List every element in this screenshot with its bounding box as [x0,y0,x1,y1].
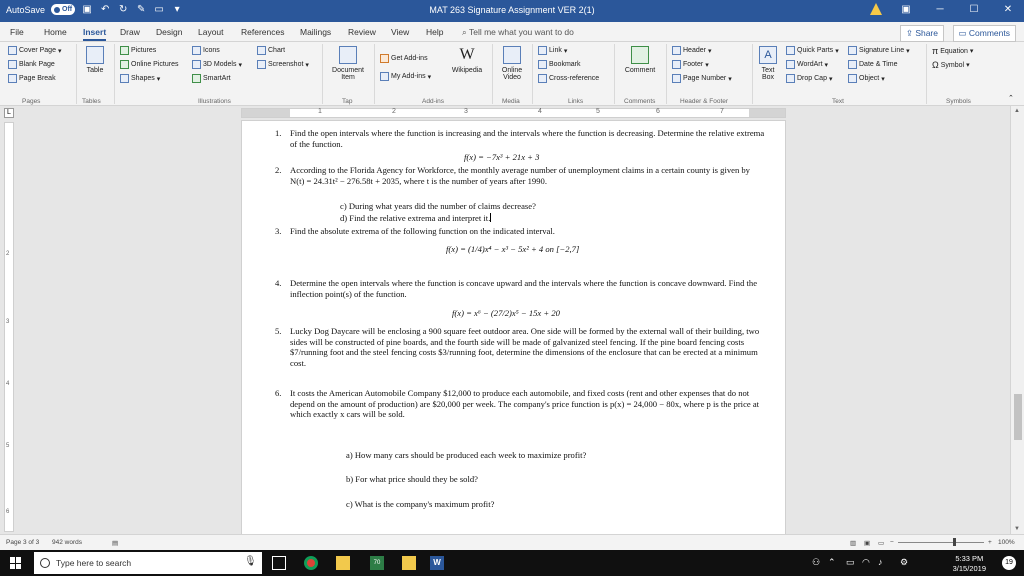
word-count[interactable]: 942 words [52,539,82,546]
format-painter-icon[interactable]: ✎ [136,4,146,15]
vruler-number: 2 [6,251,10,257]
scroll-up-icon[interactable]: ▲ [1014,108,1020,114]
tap-group-label: Tap [342,98,353,105]
group-separator [926,44,927,104]
quick-parts-button[interactable]: Quick Parts ▾ [786,46,839,55]
question-number: 1. [275,128,282,138]
group-separator [532,44,533,104]
ruler-number: 7 [720,108,724,115]
weather-icon[interactable] [370,556,384,570]
quick-parts-label: Quick Parts [797,47,834,54]
zoom-level[interactable]: 100% [998,539,1015,546]
smartart-label: SmartArt [203,75,231,82]
word-taskbar-icon[interactable]: W [430,556,444,570]
screenshot-icon [257,60,266,69]
date-time-button[interactable] [848,60,898,69]
scroll-thumb[interactable] [1014,394,1022,440]
maximize-button[interactable]: ☐ [969,3,979,15]
redo-icon[interactable]: ↻ [118,4,128,15]
close-button[interactable]: ✕ [1003,3,1013,15]
tell-me-search[interactable]: ⌕ Tell me what you want to do [462,27,574,37]
status-bar [0,534,1024,550]
tab-draw[interactable]: Draw [120,27,140,37]
vertical-ruler [4,122,14,532]
tab-selector[interactable]: L [4,108,14,118]
pictures-label: Pictures [131,47,157,54]
question-text: Lucky Dog Daycare will be enclosing a 900 square feet outdoor area. One side will be formed by the external wall of their building, two sides will be constructed of pine boards, and the fourth side will be made of galvanized steel fencing. If the pine board fencing costs $7/running foot and the steel fencing costs $3/running foot, determine the dimensions of the enclosure that can be erected at a minimum cost. [290,326,760,368]
microphone-icon[interactable]: 🎙 [244,556,257,567]
collapse-ribbon-button[interactable]: ⌃ [1008,95,1014,102]
autosave-state: Off [62,6,73,13]
comment-label: Comment [624,67,656,74]
share-label: Share [915,28,938,38]
symbols-group-label: Symbols [946,98,971,105]
pictures-icon [120,46,129,55]
ruler-number: 1 [318,108,322,115]
question-2d [340,213,491,224]
ribbon-insert [0,42,1024,106]
quick-parts-icon [786,46,795,55]
store-icon [380,54,389,63]
header-button[interactable]: Header ▾ [672,46,711,55]
3d-models-label: 3D Models [203,61,237,68]
group-separator [666,44,667,104]
wordart-button[interactable]: WordArt ▾ [786,60,828,69]
tell-me-text: Tell me what you want to do [468,27,574,37]
online-pictures-label: Online Pictures [131,61,179,68]
clock-date: 3/15/2019 [952,564,986,573]
warning-icon[interactable] [870,3,882,15]
wordart-label: WordArt [797,61,823,68]
question-2c: c) During what years did the number of claims decrease? [340,201,536,211]
page-number-button[interactable]: Page Number ▾ [672,74,732,83]
question-number: 4. [275,278,282,288]
group-separator [374,44,375,104]
page-count[interactable]: Page 3 of 3 [6,539,40,546]
question-5 [275,326,765,368]
footer-icon [672,60,681,69]
store-icon[interactable] [402,556,416,570]
blank-page-label: Blank Page [19,61,55,68]
object-icon [848,74,857,83]
page-break-label: Page Break [19,75,56,82]
settings-icon[interactable]: ⚙ [900,557,909,567]
equation-4: f(x) = x⁶ − (27/2)x⁵ − 15x + 20 [452,308,560,318]
people-icon[interactable]: ⚇ [812,557,821,567]
zoom-slider[interactable] [898,542,984,543]
web-layout-icon[interactable]: ▭ [878,540,885,547]
bookmark-label: Bookmark [549,61,581,68]
equation-1: f(x) = −7x³ + 21x + 3 [464,152,540,162]
network-icon[interactable]: ▭ [846,557,855,567]
equation-label: Equation [940,47,968,55]
pages-group-label: Pages [22,98,41,105]
question-6b: b) For what price should they be sold? [346,474,478,484]
equation-button[interactable]: π Equation ▾ [932,46,974,56]
wikipedia-icon: W [459,46,475,63]
omega-icon: Ω [932,60,939,70]
tab-references[interactable]: References [241,27,285,37]
page-number-icon [672,74,681,83]
ruler-number: 6 [656,108,660,115]
customize-toolbar-icon[interactable]: ▾ [174,4,180,15]
table-button[interactable] [82,46,108,74]
wikipedia-label: Wikipedia [451,67,483,74]
link-label: Link [549,47,562,54]
search-placeholder: Type here to search [56,558,132,568]
vruler-number: 3 [6,319,10,325]
share-button[interactable]: ⇪ Share [900,25,944,42]
online-video-label: Online Video [501,67,523,81]
document-page[interactable] [241,120,786,538]
equation-3: f(x) = (1/4)x⁴ − x³ − 5x² + 4 on [−2,7] [446,244,580,254]
vruler-number: 5 [6,443,10,449]
question-number: 3. [275,226,282,236]
my-addins-button[interactable]: My Add-ins ▾ [380,72,431,81]
wikipedia-button[interactable] [446,46,488,74]
group-separator [114,44,115,104]
link-button[interactable]: Link ▾ [538,46,567,55]
smartart-icon [192,74,201,83]
online-video-button[interactable] [496,46,528,81]
proofing-icon[interactable]: ▤ [112,540,119,547]
ruler-number: 2 [392,108,396,115]
tab-mailings[interactable]: Mailings [300,27,332,37]
my-addins-label: My Add-ins [391,73,426,80]
cross-reference-button[interactable] [538,74,599,83]
horizontal-ruler [0,106,1024,120]
shapes-button[interactable]: Shapes ▾ [120,74,160,83]
save-icon[interactable]: ▣ [82,4,92,15]
scroll-down-icon[interactable]: ▼ [1014,526,1020,532]
signature-line-label: Signature Line [859,47,905,54]
addins-group-label: Add-ins [422,98,445,105]
object-button[interactable]: Object ▾ [848,74,885,83]
page-break-button[interactable] [8,74,56,83]
get-addins-label: Get Add-ins [391,55,428,62]
screenshot-button[interactable]: Screenshot ▾ [257,60,309,69]
ruler-number: 5 [596,108,600,115]
taskbar-search-box[interactable] [34,552,262,574]
window-title: MAT 263 Signature Assignment VER 2(1) [429,5,595,15]
minimize-button[interactable]: ─ [936,3,944,15]
windows-taskbar [0,550,1024,576]
tables-group-label: Tables [82,98,101,105]
group-separator [76,44,77,104]
question-text: According to the Florida Agency for Workforce, the monthly average number of unemployment claims in a certain county is given by N(t) = 24.31t² − 276.58t + 2035, where t is the number of years after 1990. [290,165,750,186]
tab-layout[interactable]: Layout [198,27,224,37]
document-item-button[interactable] [328,46,368,81]
vertical-scrollbar[interactable] [1010,106,1024,534]
shapes-label: Shapes [131,75,155,82]
volume-icon[interactable]: ♪ [878,557,883,567]
wifi-icon[interactable]: ◠ [862,557,870,567]
icons-icon [192,46,201,55]
illustrations-group-label: Illustrations [198,98,231,105]
question-6 [275,388,765,420]
tab-review[interactable]: Review [348,27,376,37]
question-number: 2. [275,165,282,175]
symbol-label: Symbol [940,61,965,69]
page-break-icon [8,74,17,83]
question-text: Find the absolute extrema of the following function on the indicated interval. [290,226,555,236]
comments-group-label: Comments [624,98,656,105]
signature-line-button[interactable]: Signature Line ▾ [848,46,910,55]
tab-insert[interactable]: Insert [83,27,106,41]
screenshot-label: Screenshot [268,61,304,68]
shapes-icon [120,74,129,83]
question-2d-text: d) Find the relative extrema and interpret it. [340,213,491,223]
text-box-label: Text Box [761,67,775,81]
cover-page-button[interactable]: Cover Page ▾ [8,46,61,55]
tab-home[interactable]: Home [44,27,67,37]
question-6c: c) What is the company's maximum profit? [346,499,495,509]
tab-file[interactable]: File [10,27,24,37]
weather-temp: 70 [373,560,381,566]
ruler-track[interactable] [241,108,786,118]
pi-icon: π [932,46,939,56]
zoom-slider-knob[interactable] [953,538,956,546]
link-icon [538,46,547,55]
task-view-icon[interactable] [272,556,286,570]
comment-plus-icon [631,46,649,64]
question-text: It costs the American Automobile Company $12,000 to produce each automobile, and fixed costs (rent and other expenses that do not depend on the amount of production) are $20,000 per week. The company's price function is p(x) = 24,000 − 80x, where p is the price at which exactly x cars will be sold. [290,388,760,419]
chart-button[interactable] [257,46,285,55]
header-icon [672,46,681,55]
object-label: Object [859,75,880,82]
icons-label: Icons [203,47,220,54]
text-cursor [490,213,491,222]
group-separator [752,44,753,104]
comments-label: Comments [968,28,1010,38]
right-margin [749,109,785,117]
question-number: 5. [275,326,282,336]
blank-page-button[interactable] [8,60,55,69]
my-addins-icon [380,72,389,81]
vruler-number: 6 [6,509,10,515]
zoom-out-button[interactable]: − [890,539,894,546]
media-group-label: Media [502,98,520,105]
text-group-label: Text [832,98,844,105]
chart-label: Chart [268,47,286,54]
windows-start-icon[interactable] [10,557,22,569]
bookmark-button[interactable] [538,60,581,69]
left-margin [242,109,290,117]
3d-models-icon [192,60,201,69]
text-box-icon: A [759,46,777,64]
online-pictures-icon [120,60,129,69]
wordart-icon [786,60,795,69]
header-label: Header [683,47,706,54]
question-1 [275,128,765,149]
chrome-icon[interactable] [304,556,318,570]
print-layout-icon[interactable]: ▣ [864,540,871,547]
tab-help[interactable]: Help [426,27,444,37]
pictures-button[interactable] [120,46,156,55]
question-3 [275,226,765,237]
question-text: Determine the open intervals where the function is concave upward and the intervals where the function is concave downward. Find the inflection point(s) of the function. [290,278,758,299]
text-box-button[interactable] [756,46,780,81]
ribbon-tabs [0,22,1024,42]
read-mode-icon[interactable]: ▥ [850,540,857,547]
links-group-label: Links [568,98,584,105]
undo-icon[interactable]: ↶ [100,4,110,15]
document-item-label: Document Item [332,67,364,81]
icons-button[interactable] [192,46,220,55]
group-separator [492,44,493,104]
online-pictures-button[interactable] [120,60,178,69]
notifications-icon[interactable] [1002,556,1016,570]
drop-cap-button[interactable]: Drop Cap ▾ [786,74,832,83]
vruler-number: 4 [6,381,10,387]
drop-cap-label: Drop Cap [797,75,827,82]
blank-page-icon [8,60,17,69]
3d-models-button[interactable]: 3D Models ▾ [192,60,242,69]
online-video-icon [503,46,521,64]
comments-button[interactable]: ▭ Comments [953,25,1017,42]
footer-label: Footer [683,61,704,68]
drop-cap-icon [786,74,795,83]
clock-time: 5:33 PM [955,554,984,563]
get-addins-button[interactable] [380,54,428,63]
autosave-label: AutoSave [6,4,46,15]
notification-count: 19 [1005,559,1013,566]
tab-view[interactable]: View [391,27,410,37]
new-comment-button[interactable] [620,46,660,74]
window-controls [870,3,1018,15]
page-number-label: Page Number [683,75,727,82]
document-item-icon [339,46,357,64]
header-footer-group-label: Header & Footer [680,98,729,105]
file-explorer-icon[interactable] [336,556,350,570]
cross-reference-icon [538,74,547,83]
cross-reference-label: Cross-reference [549,75,600,82]
zoom-in-button[interactable]: + [988,539,992,546]
question-4 [275,278,765,299]
tab-design[interactable]: Design [156,27,183,37]
signature-line-icon [848,46,857,55]
taskbar-clock[interactable] [953,554,986,574]
symbol-button[interactable]: Ω Symbol ▾ [932,60,970,70]
comment-icon[interactable]: ▭ [154,4,164,15]
question-number: 6. [275,388,282,398]
question-2 [275,165,765,186]
chart-icon [257,46,266,55]
question-text: Find the open intervals where the function is increasing and the intervals where the function is decreasing. Determine the relative extrema of the function. [290,128,765,149]
ruler-number: 4 [538,108,542,115]
show-hidden-icons[interactable]: ⌃ [828,557,836,567]
table-label: Table [86,67,104,74]
footer-button[interactable]: Footer ▾ [672,60,709,69]
date-time-icon [848,60,857,69]
ribbon-display-icon[interactable]: ▣ [901,3,911,15]
table-icon [86,46,104,64]
group-separator [322,44,323,104]
title-bar [0,0,1024,22]
group-separator [614,44,615,104]
question-6a: a) How many cars should be produced each week to maximize profit? [346,450,587,460]
ruler-number: 3 [464,108,468,115]
bookmark-icon [538,60,547,69]
cortana-icon [40,558,50,568]
smartart-button[interactable] [192,74,231,83]
date-time-label: Date & Time [859,61,898,68]
cover-page-label: Cover Page [19,47,56,54]
cover-page-icon [8,46,17,55]
